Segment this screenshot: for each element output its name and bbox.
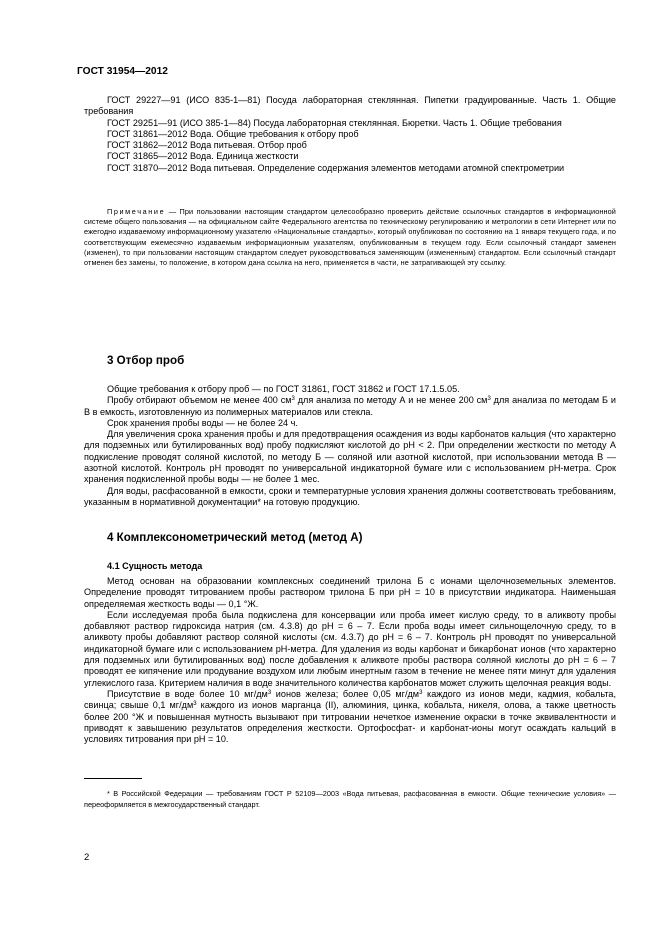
footnote: * В Российской Федерации — требованиям ГОСТ Р 52109—2003 «Вода питьевая, расфасованная в емкости. Общие технические условия» — переоформляется в межгосударственный стандарт. <box>84 789 616 809</box>
paragraph: Общие требования к отбору проб — по ГОСТ 31861, ГОСТ 31862 и ГОСТ 17.1.5.05. <box>107 384 460 394</box>
section-3-body <box>84 384 616 508</box>
reference-item: ГОСТ 29227—91 (ИСО 835-1—81) Посуда лабораторная стеклянная. Пипетки градуированные. Часть 1. Общие требования <box>84 95 616 117</box>
note-label: Примечание <box>107 207 166 216</box>
paragraph: Присутствие в воде более 10 $мг/дм^3$ ионов железа; более 0,05 $мг/дм^3$ каждого из ионов меди, кадмия, кобальта, свинца; свыше 0,1 $мг/дм^3$ каждого из ионов марганца (II), алюминия, цинка, кобальта, никеля, олова, а также цветность более 200 °Ж и повышенная мутность вызывают при титровании нечеткое изменение окраски в точке эквивалентности и приводят к завышению результатов определения жесткости. Ортофосфат- и карбонат-ионы могут осаждать кальций в условиях титрования при рН = 10. <box>84 688 616 745</box>
paragraph: Метод основан на образовании комплексных соединений трилона Б с ионами щелочноземельных элементов. Определение проводят титрованием пробы раствором трилона Б при рН = 10 в присутствии индикатора. Наименьшая определяемая жесткость воды — 0,1 °Ж. <box>84 576 616 609</box>
paragraph: Пробу отбирают объемом не менее 400 $см^3$ для анализа по методу А и не менее 200 $см^3$ для анализа по методам Б и В в емкость, изготовленную из полимерных материалов или стекла. <box>84 395 616 417</box>
paragraph: Если исследуемая проба была подкислена для консервации или проба имеет кислую среду, то в аликвоту пробы добавляют раствор гидроксида натрия (см. 4.3.8) до рН = 6 – 7. Если проба воды имеет сильнощелочную среду, то в аликвоту пробы добавляют раствор соляной кислоты (см. 4.3.7) до рН = 6 – 7. Контроль рН проводят по универсальной индикаторной бумаге или с использованием рН-метра. Для удаления из воды карбонат и бикарбонат ионов (что характерно для подземных или бутилированных вод) после добавления к аликвоте пробы раствора соляной кислоты до рН = 6 – 7 проводят ее кипячение или продувание воздухом или любым инертным газом в течение не менее пяти минут для удаления углекислого газа. Критерием наличия в воде значительного количества карбонатов может служить щелочная реакция воды. <box>84 609 616 688</box>
paragraph: Для воды, расфасованной в емкости, сроки и температурные условия хранения должны соответствовать требованиям, указанным в нормативной документации* на готовую продукцию. <box>84 485 616 507</box>
normative-references <box>84 95 616 174</box>
note-text: — При пользовании настоящим стандартом целесообразно проверить действие ссылочных стандартов в информационной системе общего пользования — на официальном сайте Федерального агентства по техническому регулированию и метрологии в сети Интернет или по ежегодно издаваемому информационному указателю «Национальные стандарты», который опубликован по состоянию на 1 января текущего года, и по соответствующим ежемесячно издаваемым информационным указателям, опубликованным в текущем году. Если ссылочный стандарт заменен (изменен), то при пользовании настоящим стандартом следует руководствоваться заменяющим (измененным) стандартом. Если ссылочный стандарт отменен без замены, то положение, в котором дана ссылка на него, применяется в части, не затрагивающей эту ссылку. <box>84 207 616 268</box>
footnote-divider <box>84 778 142 779</box>
page-number: 2 <box>84 852 90 863</box>
reference-item: ГОСТ 29251—91 (ИСО 385-1—84) Посуда лабораторная стеклянная. Бюретки. Часть 1. Общие требования <box>107 117 562 128</box>
paragraph: Срок хранения пробы воды — не более 24 ч. <box>107 417 298 428</box>
note-block <box>84 207 616 268</box>
document-header: ГОСТ 31954—2012 <box>77 66 168 77</box>
section-4-heading: 4 Комплексонометрический метод (метод А) <box>107 531 363 544</box>
subsection-4-1-heading: 4.1 Сущность метода <box>107 561 203 571</box>
reference-item: ГОСТ 31861—2012 Вода. Общие требования к отбору проб <box>107 128 359 139</box>
section-4-body <box>84 576 616 745</box>
reference-item: ГОСТ 31862—2012 Вода питьевая. Отбор проб <box>107 140 307 151</box>
paragraph: Для увеличения срока хранения пробы и для предотвращения осаждения из воды карбонатов кальция (что характерно для подземных или бутилированных вод) пробу подкисляют кислотой до рН < 2. При определении жесткости по методу А подкисление проводят соляной кислотой, по методу Б — соляной или азотной кислотой, при использовании метода В — азотной кислотой. Контроль рН проводят по универсальной индикаторной бумаге или с использованием рН-метра. Срок хранения подкисленной пробы воды — не более 1 мес. <box>84 429 616 485</box>
reference-item: ГОСТ 31870—2012 Вода питьевая. Определение содержания элементов методами атомной спектрометрии <box>107 162 565 173</box>
footnote-marker: * <box>257 496 261 507</box>
section-3-heading: 3 Отбор проб <box>107 354 185 367</box>
reference-item: ГОСТ 31865—2012 Вода. Единица жесткости <box>107 151 299 162</box>
